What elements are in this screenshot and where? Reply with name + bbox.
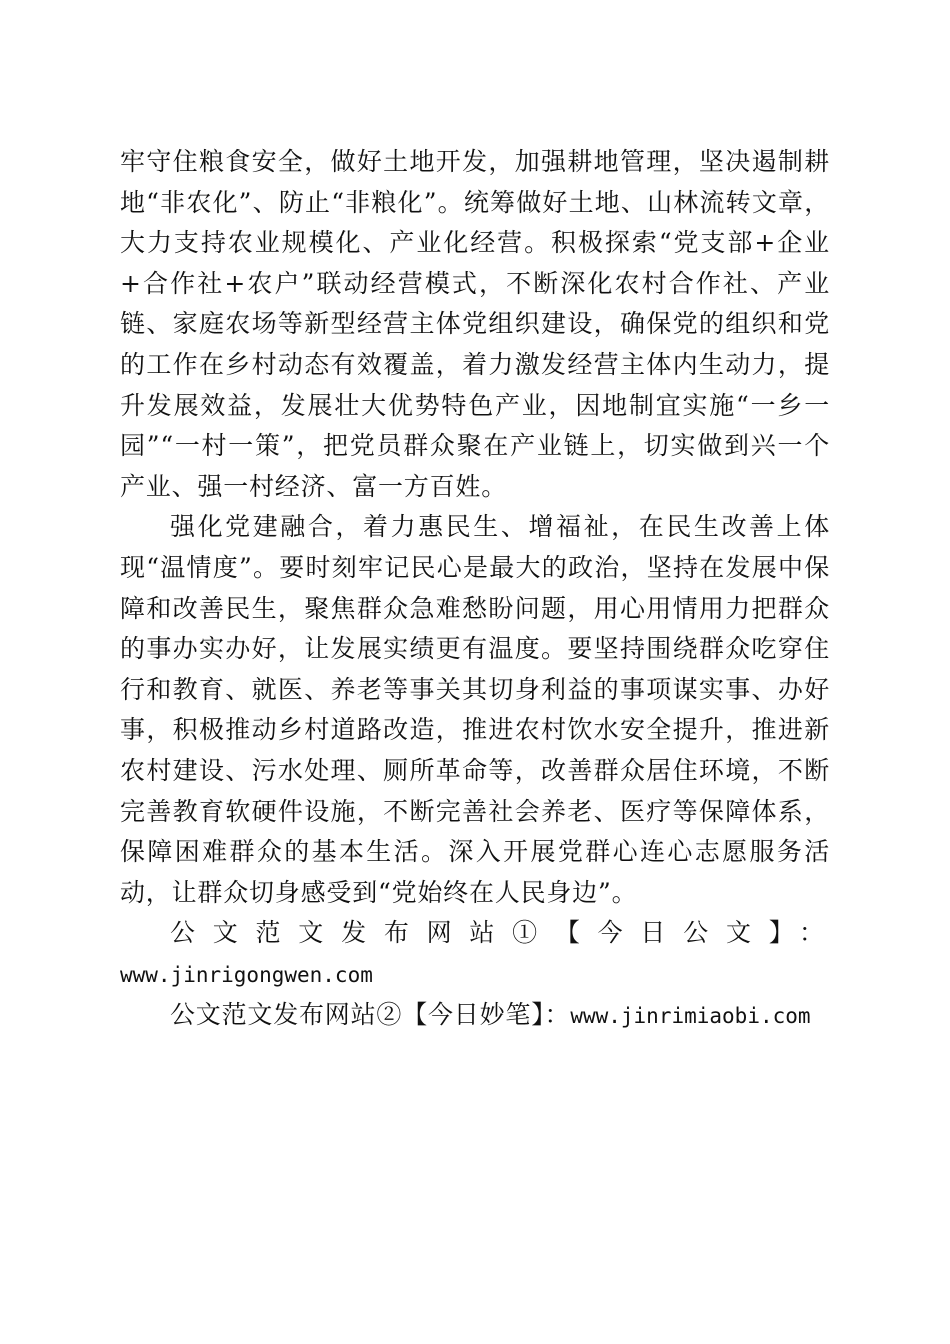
paragraph-2: 强化党建融合，着力惠民生、增福祉，在民生改善上体现“温情度”。要时刻牢记民心是最大的政治，坚持在发展中保障和改善民生，聚焦群众急难愁盼问题，用心用情用力把群众的事办实办好，让发展实绩更有温度。要坚持围绕群众吃穿住行和教育、就医、养老等事关其切身利益的事项谋实事、办好事，积极推动乡村道路改造，推进农村饮水安全提升，推进新农村建设、污水处理、厕所革命等，改善群众居住环境，不断完善教育软硬件设施，不断完善社会养老、医疗等保障体系，保障困难群众的基本生活。深入开展党群心连心志愿服务活动，让群众切身感受到“党始终在人民身边”。 [120,512,830,907]
paragraph-1: 牢守住粮食安全，做好土地开发，加强耕地管理，坚决遏制耕地“非农化”、防止“非粮化”。统筹做好土地、山林流转文章，大力支持农业规模化、产业化经营。积极探索“党支部+企业+合作社+农户”联动经营模式，不断深化农村合作社、产业链、家庭农场等新型经营主体党组织建设，确保党的组织和党的工作在乡村动态有效覆盖，着力激发经营主体内生动力，提升发展效益，发展壮大优势特色产业，因地制宜实施“一乡一园”“一村一策”，把党员群众聚在产业链上，切实做到兴一个产业、强一村经济、富一方百姓。 [120,147,830,501]
site-2-label: 公文范文发布网站②【今日妙笔】： [170,1000,571,1030]
document-page [120,142,830,1037]
site-1-url[interactable]: www.jinrigongwen.com [120,962,373,987]
site-2-line [120,995,830,1037]
site-2-url[interactable]: www.jinrimiaobi.com [570,1004,811,1029]
site-1-label: 公文范文发布网站①【今日公文】： [170,918,830,948]
site-1-line [120,913,830,995]
